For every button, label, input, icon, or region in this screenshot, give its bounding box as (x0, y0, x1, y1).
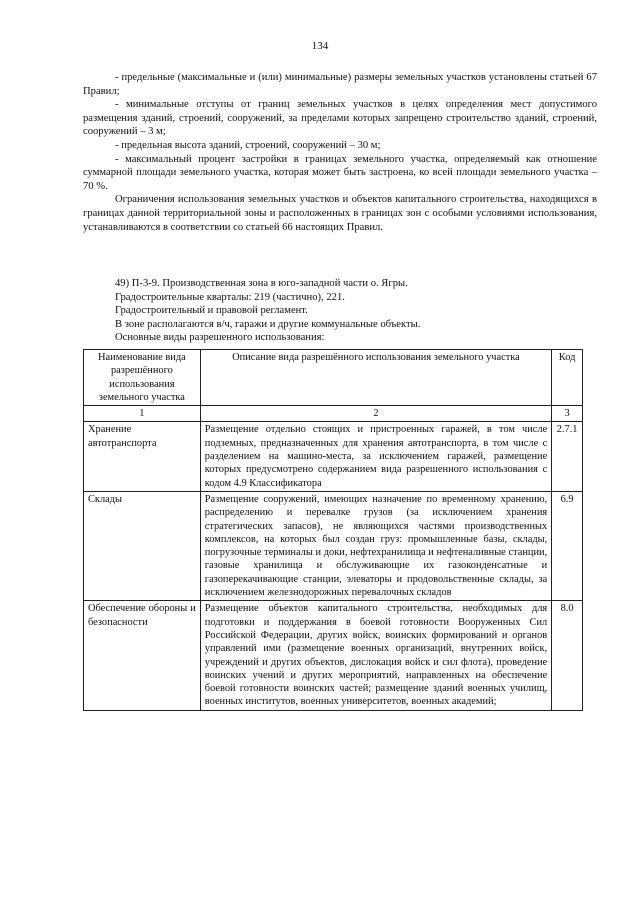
paragraph-plot-sizes: - предельные (максимальные и (или) минимальные) размеры земельных участков установлены статьей 67 Правил; (83, 72, 597, 97)
header-use-description: Описание вида разрешённого использования земельного участка (200, 350, 551, 406)
regulation-text (83, 71, 597, 234)
use-code: 2.7.1 (552, 422, 583, 491)
use-name: Обеспечение обороны и безопасности (84, 601, 201, 710)
use-code: 6.9 (552, 491, 583, 600)
paragraph-max-height: - предельная высота зданий, строений, сооружений – 30 м; (115, 139, 381, 151)
header-code: Код (552, 350, 583, 406)
zone-objects: В зоне располагаются в/ч, гаражи и другие коммунальные объекты. (115, 318, 421, 330)
permitted-uses-table (83, 349, 583, 711)
use-description: Размещение отдельно стоящих и пристроенных гаражей, в том числе подземных, предназначенных для хранения автотранспорта, в том числе с разделением на машино-места, за исключением гаражей, размещение которых предусмотрено содержанием вида разрешенного использования с кодом 4.9 Классификатора (200, 422, 551, 491)
table-row (84, 491, 583, 600)
header-use-name: Наименование вида разрешённого использования земельного участка (84, 350, 201, 406)
use-description: Размещение сооружений, имеющих назначение по временному хранению, распределению и перевалке грузов (за исключением хранения стратегических запасов), не являющихся частями производственных комплексов, на которых был создан груз: промышленные базы, склады, погрузочные терминалы и доки, нефтехранилища и нефтеналивные станции, газовые хранилища и обслуживающие их газоконденсатные и газоперекачивающие станции, элеваторы и продовольственные склады, за исключением железнодорожных перевалочных складов (200, 491, 551, 600)
zone-uses-heading: Основные виды разрешенного использования: (115, 332, 325, 344)
use-code: 8.0 (552, 601, 583, 710)
table-column-numbers-row (84, 406, 583, 422)
paragraph-build-percent: - максимальный процент застройки в границах земельного участка, определяемый как отношение суммарной площади земельного участка, которая может быть застроена, ко всей площади земельного участка – 70 %. (83, 153, 597, 192)
column-number: 2 (200, 406, 551, 422)
column-number: 3 (552, 406, 583, 422)
paragraph-restrictions: Ограничения использования земельных участков и объектов капитального строительства, находящихся в границах данной территориальной зоны и расположенных в границах зон с особыми условиями использования, устанавливаются в соответствии со статьей 66 настоящих Правил. (83, 194, 597, 233)
paragraph-setbacks: - минимальные отступы от границ земельных участков в целях определения мест допустимого размещения зданий, строений, сооружений, за пределами которых запрещено строительство зданий, строений, сооружений – 3 м; (83, 99, 597, 138)
zone-regulation: Градостроительный и правовой регламент. (115, 305, 308, 317)
table-header-row (84, 350, 583, 406)
page-number: 134 (311, 40, 329, 52)
use-description: Размещение объектов капитального строительства, необходимых для подготовки и поддержания в боевой готовности Вооруженных Сил Российской Федерации, других войск, воинских формирований и органов управлений ими (размещение военных организаций, внутренних войск, учреждений и других объектов, дислокация войск и сил флота), проведение воинских учений и других мероприятий, направленных на обеспечение боевой готовности воинских частей; размещение зданий военных училищ, военных институтов, военных университетов, военных академий; (200, 601, 551, 710)
zone-quarters: Градостроительные кварталы: 219 (частично), 221. (115, 291, 345, 303)
zone-description (83, 277, 597, 345)
table-row (84, 422, 583, 491)
use-name: Хранение автотранспорта (84, 422, 201, 491)
table-row (84, 601, 583, 710)
zone-title: 49) П-3-9. Производственная зона в юго-западной части о. Ягры. (115, 278, 408, 289)
use-name: Склады (84, 491, 201, 600)
column-number: 1 (84, 406, 201, 422)
